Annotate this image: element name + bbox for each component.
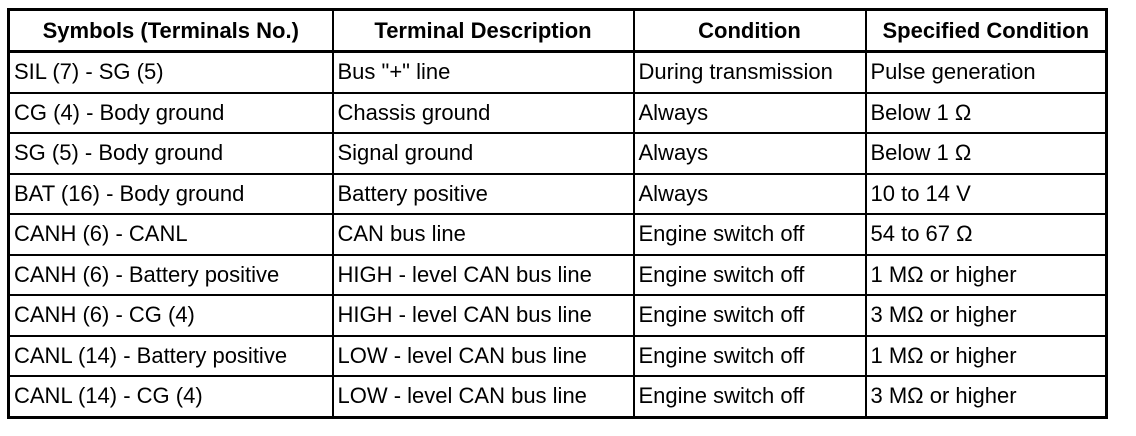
table-header-row [9,10,1107,52]
header-terminal-description: Terminal Description [333,10,634,52]
cell-specified-condition: 3 MΩ or higher [866,376,1107,417]
terminal-spec-table [7,8,1108,419]
cell-condition: Always [634,93,866,134]
cell-terminal-description: HIGH - level CAN bus line [333,295,634,336]
cell-terminal-description: CAN bus line [333,214,634,255]
cell-condition: Engine switch off [634,295,866,336]
cell-condition: Always [634,133,866,174]
cell-specified-condition: 54 to 67 Ω [866,214,1107,255]
table-row [9,133,1107,174]
cell-terminal-description: Chassis ground [333,93,634,134]
cell-specified-condition: 1 MΩ or higher [866,336,1107,377]
cell-specified-condition: Below 1 Ω [866,93,1107,134]
cell-condition: Always [634,174,866,215]
cell-condition: Engine switch off [634,255,866,296]
cell-specified-condition: 1 MΩ or higher [866,255,1107,296]
header-symbols: Symbols (Terminals No.) [9,10,333,52]
cell-symbols: SG (5) - Body ground [9,133,333,174]
cell-symbols: BAT (16) - Body ground [9,174,333,215]
table-row [9,93,1107,134]
cell-condition: Engine switch off [634,214,866,255]
cell-condition: Engine switch off [634,336,866,377]
cell-condition: During transmission [634,52,866,93]
table-row [9,214,1107,255]
cell-condition: Engine switch off [634,376,866,417]
table-body [9,52,1107,418]
cell-symbols: CANL (14) - CG (4) [9,376,333,417]
cell-symbols: CANH (6) - Battery positive [9,255,333,296]
cell-specified-condition: Pulse generation [866,52,1107,93]
header-condition: Condition [634,10,866,52]
cell-terminal-description: LOW - level CAN bus line [333,336,634,377]
table-row [9,52,1107,93]
cell-terminal-description: Bus "+" line [333,52,634,93]
cell-symbols: CANH (6) - CANL [9,214,333,255]
cell-terminal-description: HIGH - level CAN bus line [333,255,634,296]
cell-symbols: SIL (7) - SG (5) [9,52,333,93]
cell-symbols: CANH (6) - CG (4) [9,295,333,336]
cell-specified-condition: 10 to 14 V [866,174,1107,215]
table-row [9,255,1107,296]
cell-symbols: CANL (14) - Battery positive [9,336,333,377]
table-row [9,295,1107,336]
cell-terminal-description: Battery positive [333,174,634,215]
cell-terminal-description: Signal ground [333,133,634,174]
table-row [9,174,1107,215]
cell-specified-condition: 3 MΩ or higher [866,295,1107,336]
table-row [9,376,1107,417]
cell-terminal-description: LOW - level CAN bus line [333,376,634,417]
cell-symbols: CG (4) - Body ground [9,93,333,134]
cell-specified-condition: Below 1 Ω [866,133,1107,174]
table-row [9,336,1107,377]
header-specified-condition: Specified Condition [866,10,1107,52]
